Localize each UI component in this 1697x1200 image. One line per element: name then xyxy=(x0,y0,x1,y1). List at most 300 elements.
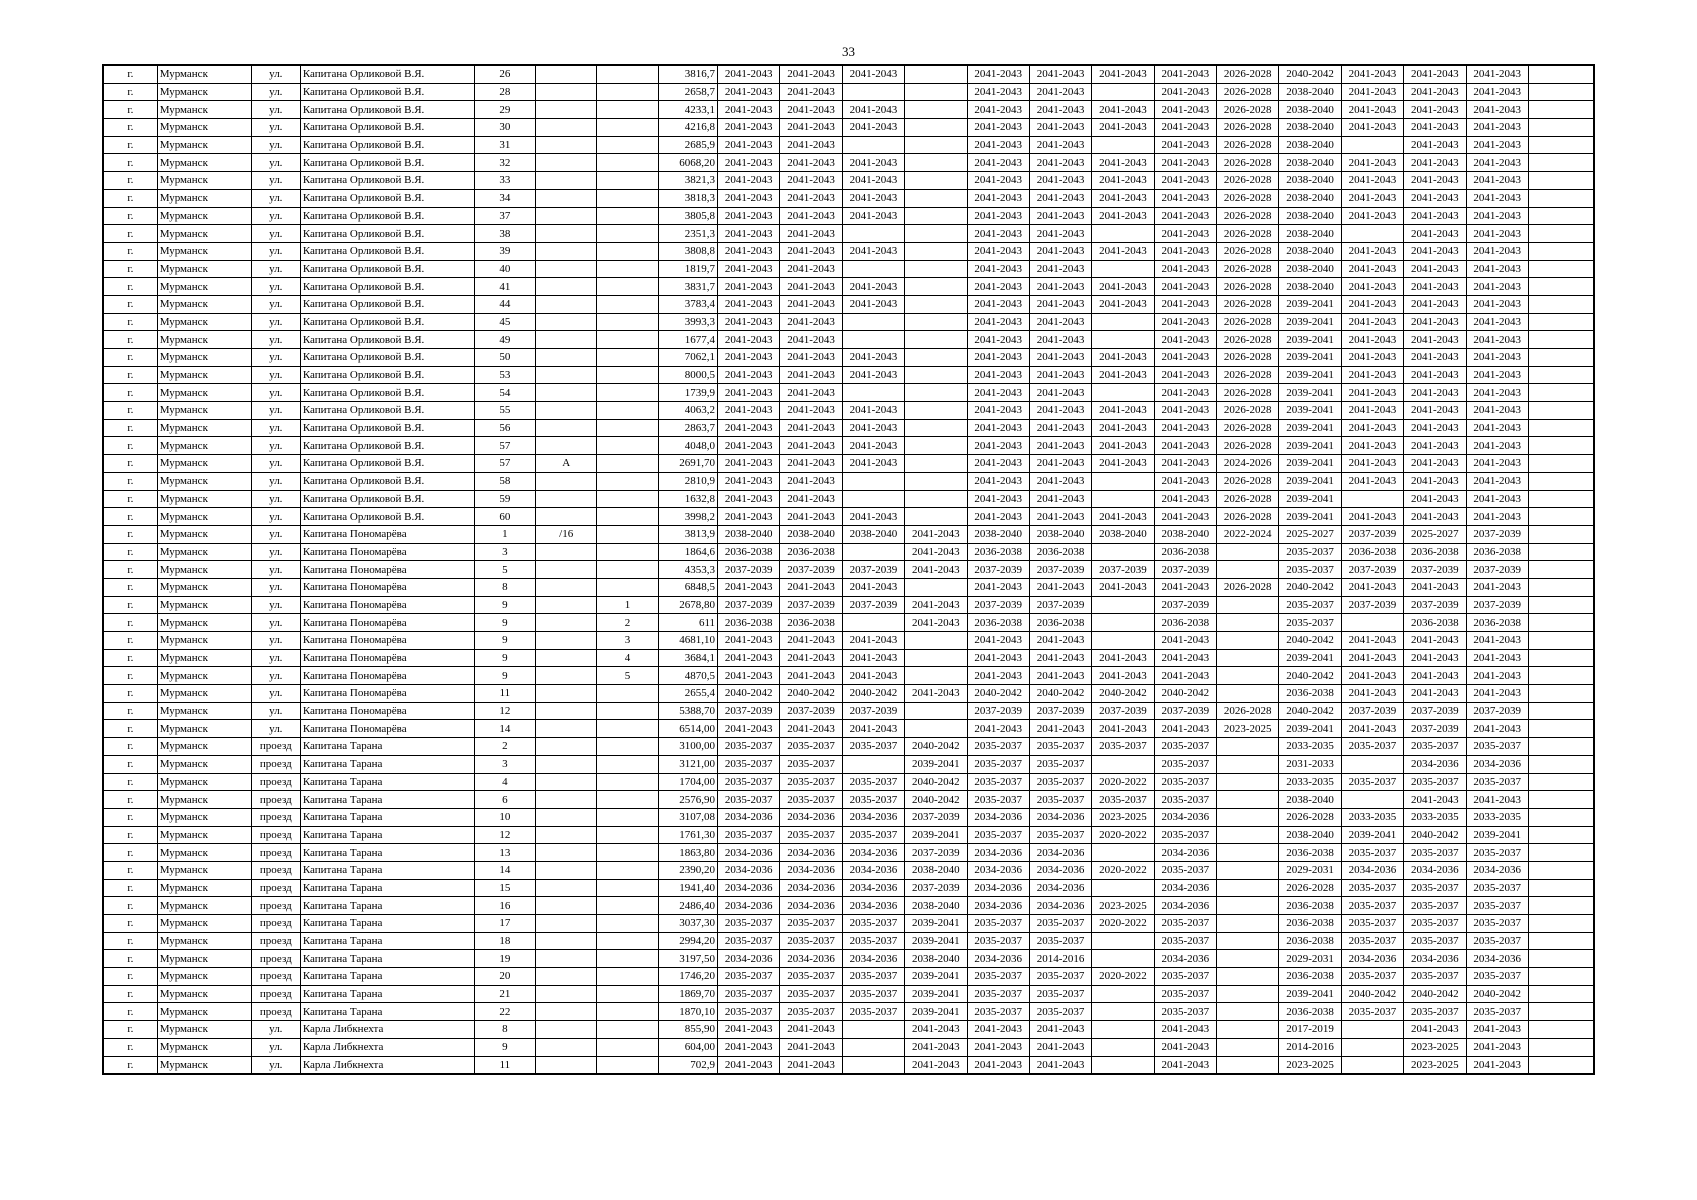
cell-period-1: 2041-2043 xyxy=(718,278,780,296)
cell-period-1: 2034-2036 xyxy=(718,808,780,826)
cell-period-7: 2020-2022 xyxy=(1092,915,1154,933)
cell-house-number: 58 xyxy=(474,472,535,490)
cell-period-9 xyxy=(1217,1021,1279,1039)
cell-period-11: 2041-2043 xyxy=(1341,154,1403,172)
cell-house-number: 56 xyxy=(474,419,535,437)
table-row xyxy=(103,1056,1594,1074)
cell-house-number: 41 xyxy=(474,278,535,296)
cell-period-3: 2041-2043 xyxy=(842,207,904,225)
cell-area: 702,9 xyxy=(658,1056,717,1074)
table-row xyxy=(103,225,1594,243)
cell-building-part xyxy=(597,897,658,915)
cell-period-1: 2041-2043 xyxy=(718,189,780,207)
cell-period-10: 2039-2041 xyxy=(1279,402,1341,420)
cell-period-11: 2041-2043 xyxy=(1341,278,1403,296)
cell-period-10: 2038-2040 xyxy=(1279,172,1341,190)
cell-period-9: 2026-2028 xyxy=(1217,578,1279,596)
cell-period-1: 2041-2043 xyxy=(718,172,780,190)
cell-street-name: Капитана Орликовой В.Я. xyxy=(300,455,474,473)
cell-period-12: 2041-2043 xyxy=(1404,260,1466,278)
cell-period-11 xyxy=(1341,490,1403,508)
cell-period-7: 2041-2043 xyxy=(1092,154,1154,172)
cell-street-name: Капитана Тарана xyxy=(300,844,474,862)
cell-empty xyxy=(1528,702,1594,720)
cell-period-12: 2041-2043 xyxy=(1404,154,1466,172)
cell-period-12: 2041-2043 xyxy=(1404,136,1466,154)
cell-building-suffix xyxy=(536,1038,597,1056)
cell-period-10: 2039-2041 xyxy=(1279,490,1341,508)
cell-area: 2655,4 xyxy=(658,685,717,703)
cell-area: 3993,3 xyxy=(658,313,717,331)
cell-street-name: Капитана Пономарёва xyxy=(300,525,474,543)
cell-house-number: 9 xyxy=(474,596,535,614)
table-row xyxy=(103,101,1594,119)
cell-period-13: 2041-2043 xyxy=(1466,490,1528,508)
cell-period-13: 2041-2043 xyxy=(1466,172,1528,190)
cell-period-1: 2041-2043 xyxy=(718,649,780,667)
cell-empty xyxy=(1528,773,1594,791)
cell-locality-type: г. xyxy=(103,207,157,225)
cell-period-6: 2041-2043 xyxy=(1029,295,1091,313)
cell-empty xyxy=(1528,861,1594,879)
cell-area: 2810,9 xyxy=(658,472,717,490)
cell-period-12: 2023-2025 xyxy=(1404,1056,1466,1074)
cell-period-9 xyxy=(1217,632,1279,650)
cell-period-10: 2039-2041 xyxy=(1279,437,1341,455)
cell-period-8: 2041-2043 xyxy=(1154,83,1216,101)
cell-area: 3121,00 xyxy=(658,755,717,773)
cell-period-8: 2035-2037 xyxy=(1154,826,1216,844)
cell-locality-type: г. xyxy=(103,667,157,685)
cell-period-1: 2041-2043 xyxy=(718,260,780,278)
cell-period-1: 2034-2036 xyxy=(718,897,780,915)
cell-period-7: 2041-2043 xyxy=(1092,101,1154,119)
cell-house-number: 8 xyxy=(474,578,535,596)
cell-building-part xyxy=(597,525,658,543)
cell-city: Мурманск xyxy=(157,614,251,632)
cell-building-suffix xyxy=(536,720,597,738)
cell-street-type: ул. xyxy=(251,331,300,349)
cell-locality-type: г. xyxy=(103,985,157,1003)
cell-period-2: 2041-2043 xyxy=(780,419,842,437)
cell-period-6: 2041-2043 xyxy=(1029,242,1091,260)
cell-area: 3821,3 xyxy=(658,172,717,190)
cell-street-type: ул. xyxy=(251,402,300,420)
cell-building-suffix xyxy=(536,1021,597,1039)
cell-building-suffix xyxy=(536,101,597,119)
cell-period-11: 2040-2042 xyxy=(1341,985,1403,1003)
cell-period-6: 2037-2039 xyxy=(1029,596,1091,614)
cell-period-4 xyxy=(905,136,967,154)
cell-area: 2691,70 xyxy=(658,455,717,473)
cell-building-suffix xyxy=(536,136,597,154)
cell-period-4 xyxy=(905,702,967,720)
cell-period-2: 2037-2039 xyxy=(780,702,842,720)
cell-house-number: 38 xyxy=(474,225,535,243)
cell-building-part xyxy=(597,1056,658,1074)
cell-empty xyxy=(1528,596,1594,614)
cell-locality-type: г. xyxy=(103,65,157,83)
cell-period-12: 2041-2043 xyxy=(1404,667,1466,685)
cell-period-3: 2041-2043 xyxy=(842,295,904,313)
cell-period-9 xyxy=(1217,614,1279,632)
cell-period-9: 2026-2028 xyxy=(1217,136,1279,154)
cell-street-name: Капитана Тарана xyxy=(300,738,474,756)
cell-period-10: 2039-2041 xyxy=(1279,366,1341,384)
cell-building-part: 5 xyxy=(597,667,658,685)
table-row xyxy=(103,490,1594,508)
cell-locality-type: г. xyxy=(103,419,157,437)
cell-building-suffix xyxy=(536,773,597,791)
cell-house-number: 6 xyxy=(474,791,535,809)
cell-period-9 xyxy=(1217,808,1279,826)
cell-empty xyxy=(1528,119,1594,137)
cell-period-13: 2041-2043 xyxy=(1466,65,1528,83)
table-row xyxy=(103,791,1594,809)
cell-street-name: Капитана Орликовой В.Я. xyxy=(300,83,474,101)
cell-area: 3831,7 xyxy=(658,278,717,296)
cell-house-number: 9 xyxy=(474,1038,535,1056)
cell-period-13: 2041-2043 xyxy=(1466,472,1528,490)
cell-period-7 xyxy=(1092,1038,1154,1056)
cell-building-suffix: А xyxy=(536,455,597,473)
cell-period-13: 2034-2036 xyxy=(1466,755,1528,773)
cell-period-10: 2036-2038 xyxy=(1279,844,1341,862)
cell-period-1: 2041-2043 xyxy=(718,455,780,473)
cell-period-6: 2038-2040 xyxy=(1029,525,1091,543)
cell-period-5: 2041-2043 xyxy=(967,119,1029,137)
cell-street-type: ул. xyxy=(251,1021,300,1039)
cell-street-name: Капитана Тарана xyxy=(300,773,474,791)
cell-period-11: 2041-2043 xyxy=(1341,667,1403,685)
cell-street-type: проезд xyxy=(251,950,300,968)
cell-period-12: 2041-2043 xyxy=(1404,225,1466,243)
cell-period-2: 2041-2043 xyxy=(780,260,842,278)
cell-period-5: 2041-2043 xyxy=(967,1038,1029,1056)
cell-period-4: 2041-2043 xyxy=(905,561,967,579)
cell-period-13: 2035-2037 xyxy=(1466,844,1528,862)
cell-period-8: 2037-2039 xyxy=(1154,702,1216,720)
cell-locality-type: г. xyxy=(103,101,157,119)
cell-house-number: 8 xyxy=(474,1021,535,1039)
cell-period-5: 2041-2043 xyxy=(967,632,1029,650)
cell-period-8: 2041-2043 xyxy=(1154,472,1216,490)
cell-period-12: 2036-2038 xyxy=(1404,614,1466,632)
cell-area: 1870,10 xyxy=(658,1003,717,1021)
cell-locality-type: г. xyxy=(103,596,157,614)
cell-street-type: ул. xyxy=(251,260,300,278)
cell-period-6: 2041-2043 xyxy=(1029,207,1091,225)
cell-period-1: 2041-2043 xyxy=(718,437,780,455)
cell-city: Мурманск xyxy=(157,295,251,313)
cell-street-name: Капитана Пономарёва xyxy=(300,649,474,667)
cell-period-8: 2041-2043 xyxy=(1154,207,1216,225)
cell-area: 1746,20 xyxy=(658,968,717,986)
cell-period-9: 2026-2028 xyxy=(1217,313,1279,331)
cell-street-name: Капитана Тарана xyxy=(300,950,474,968)
cell-empty xyxy=(1528,1038,1594,1056)
cell-period-4: 2038-2040 xyxy=(905,950,967,968)
table-row xyxy=(103,738,1594,756)
cell-period-13: 2037-2039 xyxy=(1466,561,1528,579)
cell-period-8: 2034-2036 xyxy=(1154,844,1216,862)
cell-building-suffix xyxy=(536,278,597,296)
cell-house-number: 31 xyxy=(474,136,535,154)
cell-street-name: Капитана Орликовой В.Я. xyxy=(300,349,474,367)
cell-locality-type: г. xyxy=(103,791,157,809)
cell-period-5: 2035-2037 xyxy=(967,755,1029,773)
cell-empty xyxy=(1528,685,1594,703)
cell-period-11: 2035-2037 xyxy=(1341,968,1403,986)
cell-street-name: Карла Либкнехта xyxy=(300,1021,474,1039)
cell-street-type: ул. xyxy=(251,65,300,83)
cell-house-number: 18 xyxy=(474,932,535,950)
cell-period-8: 2041-2043 xyxy=(1154,384,1216,402)
cell-period-5: 2036-2038 xyxy=(967,614,1029,632)
cell-period-1: 2035-2037 xyxy=(718,915,780,933)
cell-house-number: 32 xyxy=(474,154,535,172)
table-row xyxy=(103,402,1594,420)
cell-period-7 xyxy=(1092,844,1154,862)
cell-period-5: 2034-2036 xyxy=(967,844,1029,862)
cell-period-8: 2041-2043 xyxy=(1154,278,1216,296)
cell-period-12: 2041-2043 xyxy=(1404,384,1466,402)
cell-period-12: 2040-2042 xyxy=(1404,985,1466,1003)
cell-building-suffix xyxy=(536,331,597,349)
cell-city: Мурманск xyxy=(157,632,251,650)
cell-period-10: 2017-2019 xyxy=(1279,1021,1341,1039)
cell-city: Мурманск xyxy=(157,755,251,773)
cell-building-part xyxy=(597,278,658,296)
cell-period-8: 2036-2038 xyxy=(1154,543,1216,561)
cell-period-1: 2037-2039 xyxy=(718,561,780,579)
cell-house-number: 57 xyxy=(474,455,535,473)
cell-period-1: 2035-2037 xyxy=(718,968,780,986)
cell-area: 1869,70 xyxy=(658,985,717,1003)
cell-period-3 xyxy=(842,313,904,331)
cell-area: 3998,2 xyxy=(658,508,717,526)
cell-period-1: 2041-2043 xyxy=(718,119,780,137)
cell-street-name: Капитана Орликовой В.Я. xyxy=(300,402,474,420)
cell-period-2: 2041-2043 xyxy=(780,490,842,508)
cell-period-13: 2041-2043 xyxy=(1466,119,1528,137)
cell-city: Мурманск xyxy=(157,154,251,172)
cell-period-1: 2041-2043 xyxy=(718,508,780,526)
cell-period-8: 2041-2043 xyxy=(1154,119,1216,137)
cell-period-7 xyxy=(1092,543,1154,561)
cell-period-13: 2041-2043 xyxy=(1466,207,1528,225)
cell-period-8: 2041-2043 xyxy=(1154,490,1216,508)
cell-period-12: 2035-2037 xyxy=(1404,879,1466,897)
cell-period-5: 2041-2043 xyxy=(967,384,1029,402)
cell-period-2: 2034-2036 xyxy=(780,808,842,826)
cell-building-suffix xyxy=(536,384,597,402)
cell-period-3: 2035-2037 xyxy=(842,773,904,791)
cell-empty xyxy=(1528,826,1594,844)
cell-period-1: 2034-2036 xyxy=(718,861,780,879)
cell-street-type: ул. xyxy=(251,1056,300,1074)
cell-building-part xyxy=(597,83,658,101)
cell-city: Мурманск xyxy=(157,384,251,402)
cell-area: 1864,6 xyxy=(658,543,717,561)
cell-street-name: Капитана Пономарёва xyxy=(300,720,474,738)
cell-house-number: 49 xyxy=(474,331,535,349)
cell-period-8: 2041-2043 xyxy=(1154,720,1216,738)
cell-period-5: 2041-2043 xyxy=(967,260,1029,278)
cell-period-10: 2038-2040 xyxy=(1279,826,1341,844)
cell-period-11: 2041-2043 xyxy=(1341,402,1403,420)
cell-street-type: ул. xyxy=(251,154,300,172)
cell-period-4 xyxy=(905,667,967,685)
table-row xyxy=(103,685,1594,703)
cell-period-1: 2041-2043 xyxy=(718,1038,780,1056)
cell-city: Мурманск xyxy=(157,879,251,897)
cell-period-6: 2041-2043 xyxy=(1029,260,1091,278)
cell-building-suffix xyxy=(536,968,597,986)
cell-period-6: 2041-2043 xyxy=(1029,189,1091,207)
cell-street-name: Капитана Орликовой В.Я. xyxy=(300,472,474,490)
cell-empty xyxy=(1528,207,1594,225)
cell-house-number: 12 xyxy=(474,826,535,844)
cell-empty xyxy=(1528,83,1594,101)
cell-period-2: 2041-2043 xyxy=(780,384,842,402)
table-row xyxy=(103,578,1594,596)
cell-period-8: 2041-2043 xyxy=(1154,225,1216,243)
cell-period-5: 2035-2037 xyxy=(967,985,1029,1003)
cell-period-12: 2036-2038 xyxy=(1404,543,1466,561)
cell-period-4: 2038-2040 xyxy=(905,897,967,915)
cell-house-number: 30 xyxy=(474,119,535,137)
cell-period-7: 2041-2043 xyxy=(1092,242,1154,260)
cell-period-11: 2041-2043 xyxy=(1341,455,1403,473)
cell-period-12: 2041-2043 xyxy=(1404,508,1466,526)
cell-period-10: 2035-2037 xyxy=(1279,596,1341,614)
cell-house-number: 3 xyxy=(474,755,535,773)
cell-period-9 xyxy=(1217,897,1279,915)
cell-house-number: 19 xyxy=(474,950,535,968)
cell-period-13: 2041-2043 xyxy=(1466,419,1528,437)
cell-period-1: 2041-2043 xyxy=(718,472,780,490)
cell-period-2: 2041-2043 xyxy=(780,331,842,349)
cell-period-4 xyxy=(905,720,967,738)
cell-period-5: 2035-2037 xyxy=(967,773,1029,791)
cell-period-8: 2041-2043 xyxy=(1154,136,1216,154)
cell-area: 7062,1 xyxy=(658,349,717,367)
cell-period-6: 2041-2043 xyxy=(1029,490,1091,508)
cell-locality-type: г. xyxy=(103,295,157,313)
cell-period-9: 2026-2028 xyxy=(1217,349,1279,367)
cell-period-8: 2035-2037 xyxy=(1154,791,1216,809)
cell-building-part xyxy=(597,915,658,933)
cell-period-7: 2041-2043 xyxy=(1092,349,1154,367)
cell-city: Мурманск xyxy=(157,720,251,738)
cell-period-5: 2037-2039 xyxy=(967,561,1029,579)
cell-period-1: 2041-2043 xyxy=(718,65,780,83)
cell-locality-type: г. xyxy=(103,578,157,596)
cell-period-12: 2041-2043 xyxy=(1404,278,1466,296)
cell-period-1: 2034-2036 xyxy=(718,879,780,897)
cell-period-8: 2041-2043 xyxy=(1154,172,1216,190)
cell-period-7: 2041-2043 xyxy=(1092,578,1154,596)
cell-period-4: 2037-2039 xyxy=(905,844,967,862)
cell-period-1: 2034-2036 xyxy=(718,844,780,862)
cell-city: Мурманск xyxy=(157,172,251,190)
cell-area: 1941,40 xyxy=(658,879,717,897)
cell-period-4 xyxy=(905,278,967,296)
cell-period-1: 2035-2037 xyxy=(718,738,780,756)
cell-period-8: 2041-2043 xyxy=(1154,260,1216,278)
cell-period-9 xyxy=(1217,985,1279,1003)
cell-street-type: ул. xyxy=(251,455,300,473)
cell-area: 5388,70 xyxy=(658,702,717,720)
cell-period-8: 2041-2043 xyxy=(1154,154,1216,172)
cell-period-10: 2039-2041 xyxy=(1279,313,1341,331)
cell-period-10: 2038-2040 xyxy=(1279,119,1341,137)
cell-period-1: 2035-2037 xyxy=(718,932,780,950)
cell-city: Мурманск xyxy=(157,738,251,756)
cell-period-9: 2026-2028 xyxy=(1217,508,1279,526)
cell-building-part xyxy=(597,189,658,207)
cell-city: Мурманск xyxy=(157,349,251,367)
table-row xyxy=(103,508,1594,526)
cell-locality-type: г. xyxy=(103,154,157,172)
cell-street-type: ул. xyxy=(251,437,300,455)
cell-period-10: 2035-2037 xyxy=(1279,614,1341,632)
cell-building-part xyxy=(597,543,658,561)
cell-period-11: 2041-2043 xyxy=(1341,260,1403,278)
cell-period-5: 2041-2043 xyxy=(967,278,1029,296)
cell-period-7 xyxy=(1092,596,1154,614)
cell-empty xyxy=(1528,366,1594,384)
cell-building-suffix xyxy=(536,985,597,1003)
cell-empty xyxy=(1528,172,1594,190)
cell-period-7 xyxy=(1092,472,1154,490)
cell-period-2: 2041-2043 xyxy=(780,225,842,243)
cell-street-type: проезд xyxy=(251,1003,300,1021)
cell-period-8: 2041-2043 xyxy=(1154,313,1216,331)
cell-period-8: 2034-2036 xyxy=(1154,808,1216,826)
cell-period-12: 2041-2043 xyxy=(1404,455,1466,473)
table-row xyxy=(103,172,1594,190)
cell-house-number: 14 xyxy=(474,861,535,879)
cell-period-11: 2034-2036 xyxy=(1341,861,1403,879)
cell-period-1: 2036-2038 xyxy=(718,543,780,561)
cell-period-9: 2026-2028 xyxy=(1217,472,1279,490)
cell-period-13: 2041-2043 xyxy=(1466,295,1528,313)
cell-building-part xyxy=(597,578,658,596)
cell-period-1: 2041-2043 xyxy=(718,331,780,349)
cell-building-part xyxy=(597,366,658,384)
cell-period-4 xyxy=(905,331,967,349)
cell-street-type: ул. xyxy=(251,685,300,703)
cell-period-3: 2035-2037 xyxy=(842,985,904,1003)
cell-period-3: 2034-2036 xyxy=(842,861,904,879)
cell-street-type: ул. xyxy=(251,614,300,632)
cell-locality-type: г. xyxy=(103,225,157,243)
cell-period-13: 2041-2043 xyxy=(1466,578,1528,596)
cell-period-1: 2035-2037 xyxy=(718,791,780,809)
table-row xyxy=(103,950,1594,968)
cell-area: 3197,50 xyxy=(658,950,717,968)
cell-period-13: 2041-2043 xyxy=(1466,1056,1528,1074)
cell-period-2: 2041-2043 xyxy=(780,402,842,420)
cell-period-12: 2041-2043 xyxy=(1404,366,1466,384)
cell-period-4 xyxy=(905,207,967,225)
cell-period-11: 2041-2043 xyxy=(1341,331,1403,349)
cell-period-7 xyxy=(1092,950,1154,968)
cell-period-10: 2039-2041 xyxy=(1279,331,1341,349)
cell-city: Мурманск xyxy=(157,578,251,596)
